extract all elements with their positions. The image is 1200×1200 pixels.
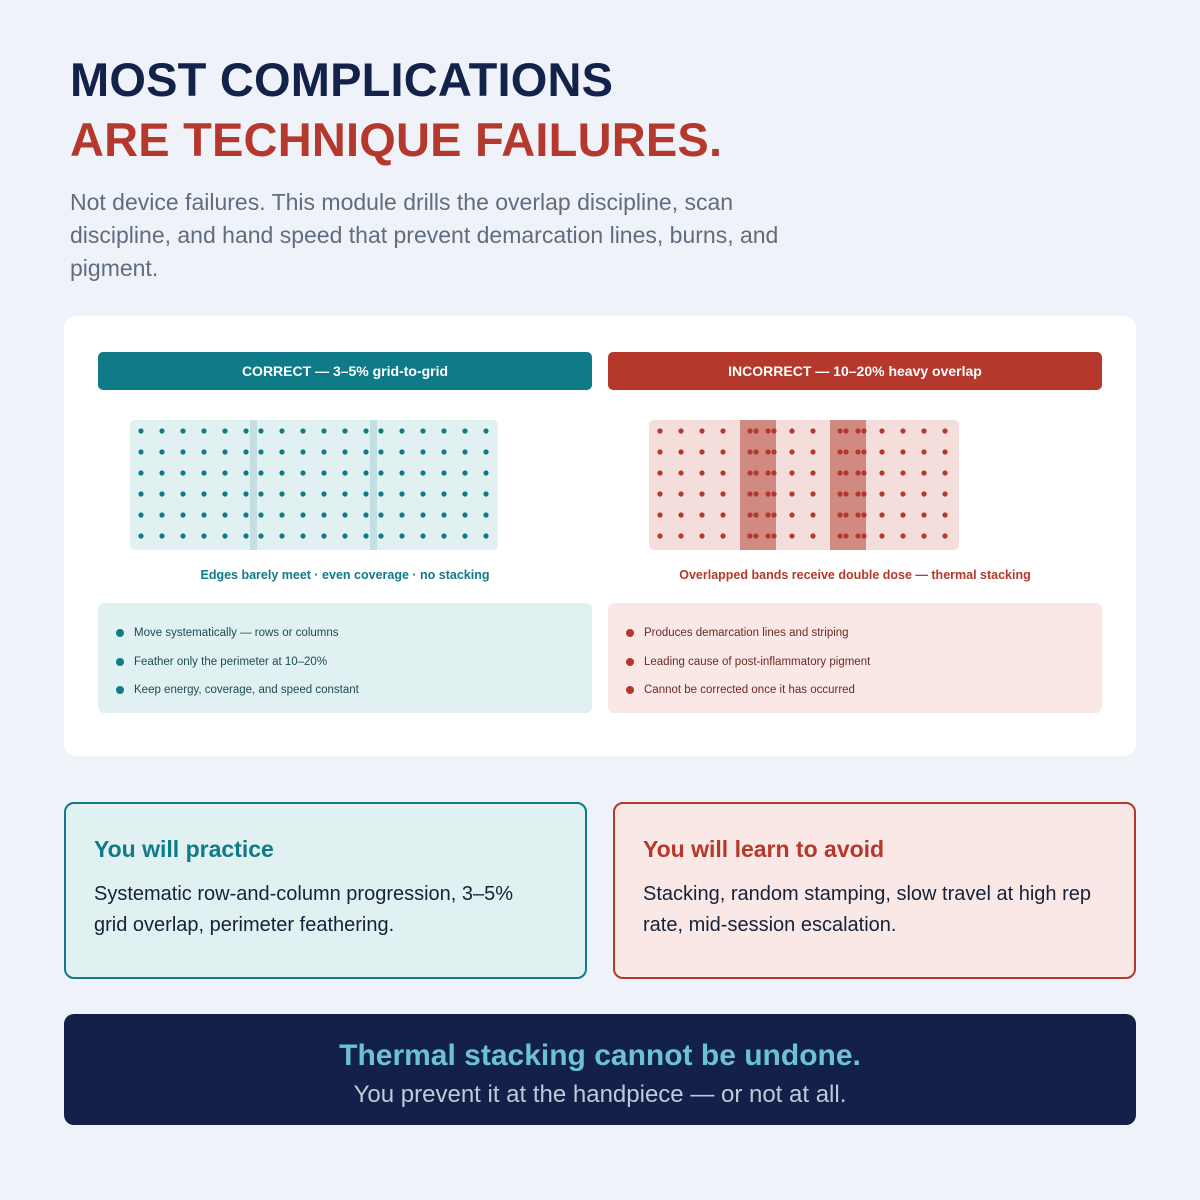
correct-caption: Edges barely meet · even coverage · no stacking [200,568,490,582]
spot-dot [837,470,842,475]
spot-dot [243,533,248,538]
spot-dot [483,470,488,475]
bullet-text: Produces demarcation lines and striping [644,627,849,639]
spot-dot [441,533,446,538]
spot-dot [138,512,143,517]
bullet-dot [116,686,124,694]
banner-subline: You prevent it at the handpiece — or not at all. [353,1081,847,1108]
spot-dot [180,533,185,538]
spot-dot [657,449,662,454]
spot-dot [921,533,926,538]
avoid-title: You will learn to avoid [643,836,885,862]
spot-dot [159,491,164,496]
spot-dot [258,533,263,538]
spot-dot [378,470,383,475]
spot-dot [300,449,305,454]
list-item [116,648,574,677]
spot-dot [747,428,752,433]
spot-dot [483,449,488,454]
spot-dot [483,428,488,433]
spot-dot [942,533,947,538]
spot-dot [810,428,815,433]
spot-dot [900,449,905,454]
spot-dot [855,470,860,475]
spot-dot [771,428,776,433]
spot-dot [300,428,305,433]
spot-dot [843,491,848,496]
spot-dot [678,449,683,454]
spot-dot [462,491,467,496]
spot-dot [879,470,884,475]
spot-dot [342,512,347,517]
bullet-dot [116,629,124,637]
spot-dot [810,470,815,475]
incorrect-bullet-list [608,603,1102,713]
spot-dot [789,428,794,433]
spot-dot [921,428,926,433]
spot-dot [879,428,884,433]
bullet-dot [116,658,124,666]
spot-dot [678,428,683,433]
spot-dot [222,449,227,454]
spot-dot [258,512,263,517]
spot-dot [810,491,815,496]
spot-dot [810,512,815,517]
spot-dot [342,428,347,433]
spot-dot [855,491,860,496]
list-item [116,619,574,648]
spot-dot [363,470,368,475]
spot-dot [699,470,704,475]
spot-dot [159,470,164,475]
spot-dot [789,470,794,475]
spot-dot [159,533,164,538]
spot-dot [243,512,248,517]
spot-dot [342,470,347,475]
spot-dot [279,428,284,433]
spot-dot [201,470,206,475]
spot-dot [138,449,143,454]
spot-dot [921,512,926,517]
spot-dot [300,533,305,538]
spot-dot [321,428,326,433]
spot-dot [243,449,248,454]
spot-dot [753,491,758,496]
overlap-band-2 [830,420,866,550]
spot-dot [420,428,425,433]
spot-dot [483,512,488,517]
comparison-panel [64,316,1136,756]
bullet-dot [626,629,634,637]
spot-dot [753,512,758,517]
spot-dot [720,428,725,433]
headline-line-1: MOST COMPLICATIONS [70,53,614,106]
spot-dot [258,428,263,433]
avoid-body: Stacking, random stamping, slow travel at high rep rate, mid-session escalation. [643,883,1091,936]
spot-dot [789,449,794,454]
spot-dot [747,449,752,454]
spot-dot [843,512,848,517]
spot-dot [420,449,425,454]
spot-dot [378,533,383,538]
spot-dot [378,512,383,517]
spot-dot [201,533,206,538]
spot-dot [810,449,815,454]
spot-dot [771,512,776,517]
spot-dot [861,428,866,433]
spot-dot [657,491,662,496]
spot-dot [789,533,794,538]
spot-dot [222,470,227,475]
spot-dot [789,491,794,496]
spot-dot [747,491,752,496]
spot-dot [843,449,848,454]
spot-dot [159,449,164,454]
headline [70,50,722,170]
spot-dot [942,470,947,475]
spot-dot [441,512,446,517]
spot-dot [279,491,284,496]
practice-card [64,802,587,979]
spot-dot [420,512,425,517]
spot-dot [900,512,905,517]
spot-dot [810,533,815,538]
spot-dot [921,449,926,454]
spot-dot [279,470,284,475]
spot-dot [399,470,404,475]
spot-dot [837,512,842,517]
spot-dot [765,428,770,433]
spot-dot [837,533,842,538]
spot-dot [900,470,905,475]
spot-dot [159,512,164,517]
spot-dot [222,533,227,538]
spot-dot [921,470,926,475]
spot-dot [765,491,770,496]
spot-dot [138,491,143,496]
spot-dot [657,470,662,475]
spot-dot [678,491,683,496]
spot-dot [321,533,326,538]
spot-dot [243,491,248,496]
spot-dot [753,470,758,475]
spot-dot [462,428,467,433]
spot-dot [222,491,227,496]
spot-dot [300,512,305,517]
spot-dot [699,533,704,538]
spot-dot [699,512,704,517]
spot-dot [159,428,164,433]
spot-dot [462,512,467,517]
subhead: Not device failures. This module drills the overlap discipline, scan discipline, and hand speed that prevent demarcation lines, burns, and pigment. [70,189,779,281]
takeaway-banner [64,1014,1136,1125]
banner-headline: Thermal stacking cannot be undone. [339,1039,861,1072]
spot-dot [942,512,947,517]
spot-dot [765,470,770,475]
spot-dot [399,449,404,454]
spot-dot [900,428,905,433]
spot-dot [441,470,446,475]
spot-dot [342,533,347,538]
spot-dot [900,491,905,496]
correct-tag: CORRECT — 3–5% grid-to-grid [98,352,592,390]
spot-dot [441,428,446,433]
spot-dot [861,449,866,454]
spot-dot [771,533,776,538]
spot-dot [378,491,383,496]
spot-dot [279,533,284,538]
spot-dot [321,470,326,475]
spot-dot [363,449,368,454]
bullet-text: Leading cause of post-inflammatory pigment [644,655,871,668]
spot-dot [657,512,662,517]
spot-dot [300,470,305,475]
correct-seam-2 [370,420,377,550]
spot-dot [789,512,794,517]
headline-line-2: ARE TECHNIQUE FAILURES. [70,113,723,166]
spot-dot [441,449,446,454]
spot-dot [747,512,752,517]
spot-dot [342,449,347,454]
spot-dot [678,512,683,517]
spot-dot [363,533,368,538]
spot-dot [747,470,752,475]
spot-dot [942,428,947,433]
spot-dot [462,533,467,538]
spot-dot [222,428,227,433]
spot-dot [837,449,842,454]
spot-dot [921,491,926,496]
spot-dot [942,449,947,454]
overlap-band-1 [740,420,776,550]
incorrect-grid-area [649,420,959,550]
spot-dot [180,491,185,496]
bullet-dot [626,686,634,694]
spot-dot [837,491,842,496]
spot-dot [900,533,905,538]
list-item [626,676,1084,705]
spot-dot [747,533,752,538]
spot-dot [720,491,725,496]
spot-dot [222,512,227,517]
spot-dot [363,512,368,517]
spot-dot [855,449,860,454]
avoid-card [613,802,1136,979]
bullet-text: Keep energy, coverage, and speed constant [134,684,359,696]
list-item [116,676,574,705]
spot-dot [771,491,776,496]
practice-title: You will practice [94,836,274,862]
spot-dot [861,491,866,496]
correct-bullet-list [98,603,592,713]
spot-dot [300,491,305,496]
spot-dot [861,533,866,538]
spot-dot [657,533,662,538]
spot-dot [243,428,248,433]
spot-dot [843,428,848,433]
spot-dot [399,512,404,517]
spot-dot [180,449,185,454]
spot-dot [753,449,758,454]
spot-dot [720,512,725,517]
bullet-text: Cannot be corrected once it has occurred [644,684,855,696]
spot-dot [321,491,326,496]
spot-dot [258,470,263,475]
spot-dot [420,470,425,475]
spot-dot [699,491,704,496]
spot-dot [420,491,425,496]
spot-dot [678,533,683,538]
spot-dot [321,512,326,517]
spot-dot [720,449,725,454]
spot-dot [879,491,884,496]
spot-dot [720,470,725,475]
spot-dot [138,428,143,433]
spot-dot [771,449,776,454]
spot-dot [861,470,866,475]
spot-dot [678,470,683,475]
spot-dot [201,512,206,517]
spot-dot [201,428,206,433]
spot-dot [441,491,446,496]
correct-grid-area [130,420,498,550]
spot-dot [861,512,866,517]
spot-dot [462,449,467,454]
spot-dot [258,491,263,496]
spot-dot [201,491,206,496]
spot-dot [483,533,488,538]
correct-grid-diagram [130,420,498,550]
spot-dot [855,512,860,517]
spot-dot [699,449,704,454]
spot-dot [942,491,947,496]
spot-dot [399,491,404,496]
spot-dot [765,512,770,517]
incorrect-caption: Overlapped bands receive double dose — thermal stacking [679,568,1031,582]
spot-dot [753,428,758,433]
spot-dot [138,470,143,475]
practice-body: Systematic row-and-column progression, 3–5% grid overlap, perimeter feathering. [94,883,514,936]
incorrect-grid-diagram [649,420,959,550]
spot-dot [879,512,884,517]
spot-dot [378,428,383,433]
spot-dot [420,533,425,538]
spot-dot [765,449,770,454]
bullet-text: Feather only the perimeter at 10–20% [134,655,328,668]
spot-dot [837,428,842,433]
spot-dot [771,470,776,475]
spot-dot [279,449,284,454]
spot-dot [462,470,467,475]
spot-dot [180,470,185,475]
spot-dot [855,428,860,433]
spot-dot [879,449,884,454]
spot-dot [720,533,725,538]
correct-seam-1 [250,420,257,550]
list-item [626,619,1084,648]
spot-dot [363,428,368,433]
spot-dot [180,512,185,517]
spot-dot [879,533,884,538]
spot-dot [843,533,848,538]
list-item [626,648,1084,677]
spot-dot [342,491,347,496]
spot-dot [279,512,284,517]
spot-dot [201,449,206,454]
spot-dot [258,449,263,454]
spot-dot [753,533,758,538]
bullet-text: Move systematically — rows or columns [134,627,339,639]
spot-dot [765,533,770,538]
spot-dot [399,428,404,433]
spot-dot [321,449,326,454]
spot-dot [138,533,143,538]
spot-dot [243,470,248,475]
spot-dot [378,449,383,454]
spot-dot [843,470,848,475]
spot-dot [657,428,662,433]
spot-dot [399,533,404,538]
spot-dot [699,428,704,433]
spot-dot [855,533,860,538]
incorrect-tag: INCORRECT — 10–20% heavy overlap [608,352,1102,390]
spot-dot [483,491,488,496]
spot-dot [363,491,368,496]
spot-dot [180,428,185,433]
bullet-dot [626,658,634,666]
